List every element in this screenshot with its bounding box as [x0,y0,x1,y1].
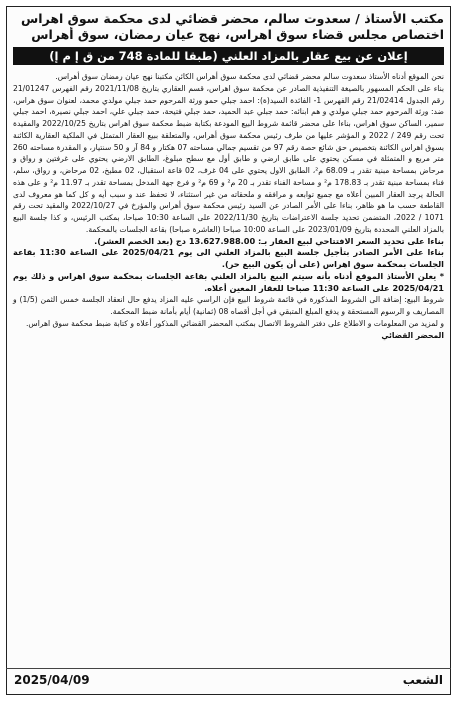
notice-paragraph: شروط البيع: إضافة الى الشروط المذكورة في قائمة شروط البيع فإن الراسي عليه المزاد يدفع حال انعقاد الجلسة خمس الثمن (1/5) و المصاريف و الرسوم المستحقة و يدفع المبلغ المتبقي في أجل أقصاه 08 (ثمانية) أيام بأمانة ضبط المحكمة. [13,295,444,316]
notice-paragraph: بناءا على الأمر الصادر بتأجيل جلسة البيع بالمزاد العلني الى يوم 2025/04/21 على الساعة 11:30 بقاعة الجلسات بمحكمة سوق اهراس (على أن يكون البيع حر). [13,247,444,269]
office-header-line-1: مكتب الأستاذ / سعدوت سالم، محضر قضائي لدى محكمة سوق اهراس [21,11,444,26]
notice-paragraph: بناء على الحكم المسهور بالصيغة التنفيذية الصادر عن محكمة سوق اهراس، قسم العقاري بتاريخ 2021/11/08 رقم الفهرس 21/01247 رقم الجدول 21/02414 رقم الفهرس 1- الفائدة السيد(ة): احمد جبلي حمو ورثة المرحوم حمد جبلي مولدي محمد، لعنوان سوق هراس، ضد: ورثة المرحوم حمد جبلي مولدي و هم ابنائه: حمد جبلي عبد الحميد، حمد جبلي فتيحة، حمد جبلي علي، احمد جبلي نصيرة، احمد جبلي سمير، الساكن سوق اهراس، بناءا على محضر قائمة شروط البيع المودعة بكتابة ضبط محكمة سوق اهراس بتاريخ 2022/10/25 والمقيدة تحت رقم 249 / 2022 و المؤشر عليها من طرف رئيس محكمة سوق أهراس، والمتعلقة ببيع العقار المتمثل في الملكية العقارية الكائنة بسوق اهراس الكائنة بتخصيص حق شائع حصة رقم 97 من تقسيم جمالي مساحته 07 هكتار و 84 آر و 50 سنتيار، و المقدرة مساحته 260 متر مربع و المتمثلة في مسكن يحتوي على طابق ارضي و طابق أول مع سطح مبلوغ، الطابق الارضي يحتوي على غرفتين و رواق و مرحاض بمساحة مبنية تقدر بـ 68.09 م²، الطابق الاول يحتوي على 04 غرف، 02 قاعة استقبال، 02 مطبخ، 02 مرحاض، و رواق، سلم، فناء بمساحة مبنية تقدر بـ 178.83 م² و مساحة الفناء تقدر بـ 20 م² و 69 م² و فرع جهة المدخل بمساحة تقدر بـ 11.97 م² و على هذه الحالة يرجد العقار المبين أعلاه مع جميع توابعه و مرافقه و ملحقاته من غير استثناء، لا تحفظ عند و سبب أيه و كل كما هو معروف لدى القاطعة حسب ما هو ظاهر، بناءا على الأمر الصادر عن السيد رئيس محكمة سوق أهراس والمؤرخ في 2022/10/27 والمقيد تحت رقم 1071 / 2022، المتضمن تحديد جلسة الاعتراضات بتاريخ 2022/11/30 على الساعة 10:30 صباحا، بمكتب الرئيس، و كذا جلسة البيع بالمزاد العلني المحددة بتاريخ 2023/01/09 على الساعة 10:00 صباحا (العاشرة صباحا) بقاعة الجلسات بالمحكمة. [13,83,445,234]
notice-title: إعلان عن بيع عقار بالمزاد العلني (طبقا للمادة 748 من ق إ م إ) [13,47,444,65]
office-header-line-2: اختصاص مجلس قضاء سوق اهراس، نهج عيان رمضان، سوق أهراس [31,27,444,42]
legal-notice [6,6,451,695]
notice-paragraph: بناءا على تحديد السعر الافتتاحي لبيع العقار بـ: 13.627.988.00 دج (بعد الخصم العشر). [94,235,444,246]
page-footer [6,668,451,690]
notice-paragraph: * يعلن الأستاذ الموقع أدناه بأنه سيتم البيع بالمزاد العلني بقاعة الجلسات بمحكمة سوق اهراس و ذلك يوم 2025/04/21 على الساعة 11:30 صباحا للعقار المعين أعلاه. [13,270,444,293]
notice-paragraph: و لمزيد من المعلومات و الاطلاع على دفتر الشروط الاتصال بمكتب المحضر القضائي المذكور أعلاه و كتابة ضبط محكمة سوق اهراس. [26,318,444,328]
notice-paragraph: نحن الموقع أدناه الأستاذ سعدوت سالم محضر قضائي لدى محكمة سوق أهراس الكائن مكتبنا نهج عيان رمضان سوق أهراس. [55,72,444,81]
notice-body [13,71,444,341]
publication-name: الشعب [402,672,443,687]
publication-date: 2025/04/09 [14,672,90,687]
signature: المحضر القضائي [381,330,444,340]
